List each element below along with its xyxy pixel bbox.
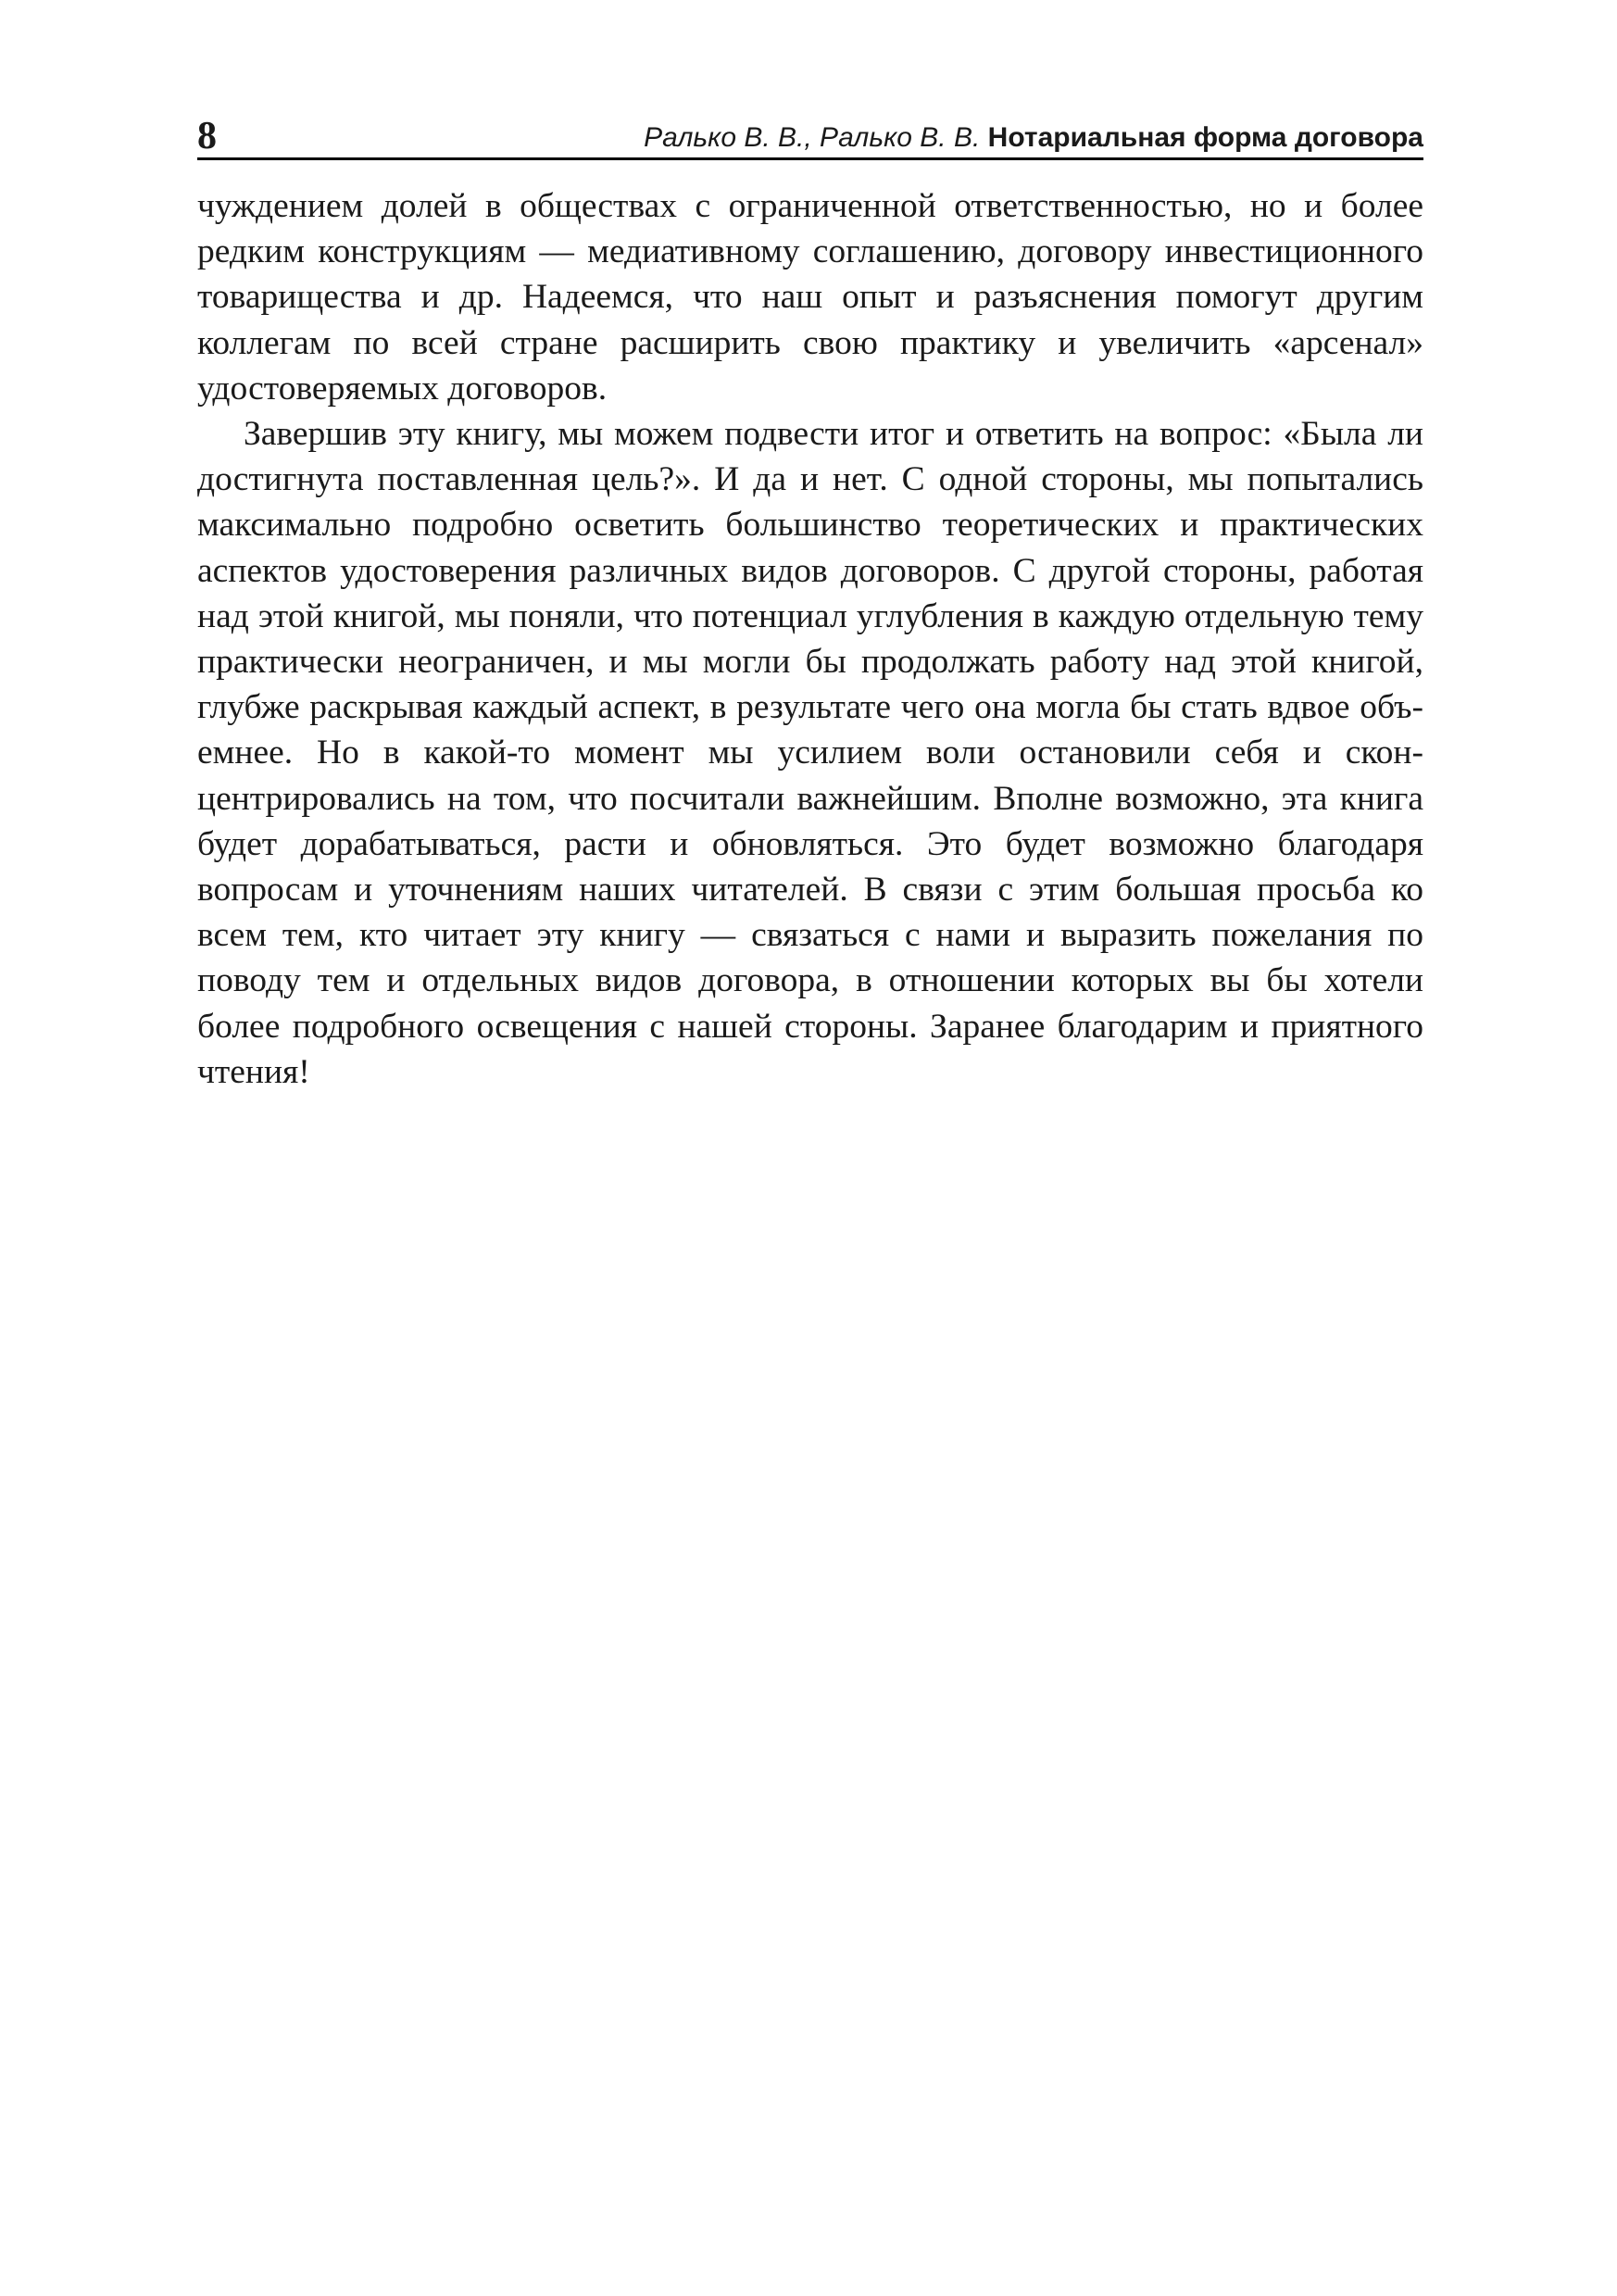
- paragraph-continuation: чуждением долей в обществах с ограниченной ответственностью, но и более редким конструкциям — медиативному соглашению, договору инвестиционного товарищества и др. Надеемся, что наш опыт и разъяснения помогут другим коллегам по всей стране расширить свою практику и увеличить «арсенал» удостоверяемых договоров.: [197, 187, 1423, 408]
- running-header: [197, 109, 1423, 160]
- page-number: 8: [197, 115, 217, 157]
- running-title: [644, 124, 1423, 152]
- paragraph-conclusion: Завершив эту книгу, мы можем подвести итог и ответить на вопрос: «Была ли достигнута поставленная цель?». И да и нет. С одной стороны, мы попытались максимально подробно осветить большинство теоретических и практических аспектов удостоверения различных видов договоров. С другой стороны, работая над этой книгой, мы поняли, что потенциал углубления в каждую отдельную тему практически неограничен, и мы могли бы продолжать работу над этой книгой, глубже раскрывая каждый аспект, в результате чего она могла бы стать вдвое объемнее. Но в какой-то момент мы усилием воли остановили себя и сконцентрировались на том, что посчитали важнейшим. Вполне возможно, эта книга будет дорабатываться, расти и обновляться. Это будет возможно благодаря вопросам и уточнениям наших читателей. В связи с этим большая просьба ко всем тем, кто читает эту книгу — связаться с нами и выразить пожелания по поводу тем и отдельных видов договора, в отношении которых вы бы хотели более подробного освещения с нашей стороны. Заранее благодарим и приятного чтения!: [197, 415, 1423, 1091]
- running-title-authors: Ралько В. В., Ралько В. В.: [644, 122, 981, 153]
- running-title-book: Нотариальная форма договора: [987, 122, 1423, 153]
- body-text: [197, 183, 1423, 1095]
